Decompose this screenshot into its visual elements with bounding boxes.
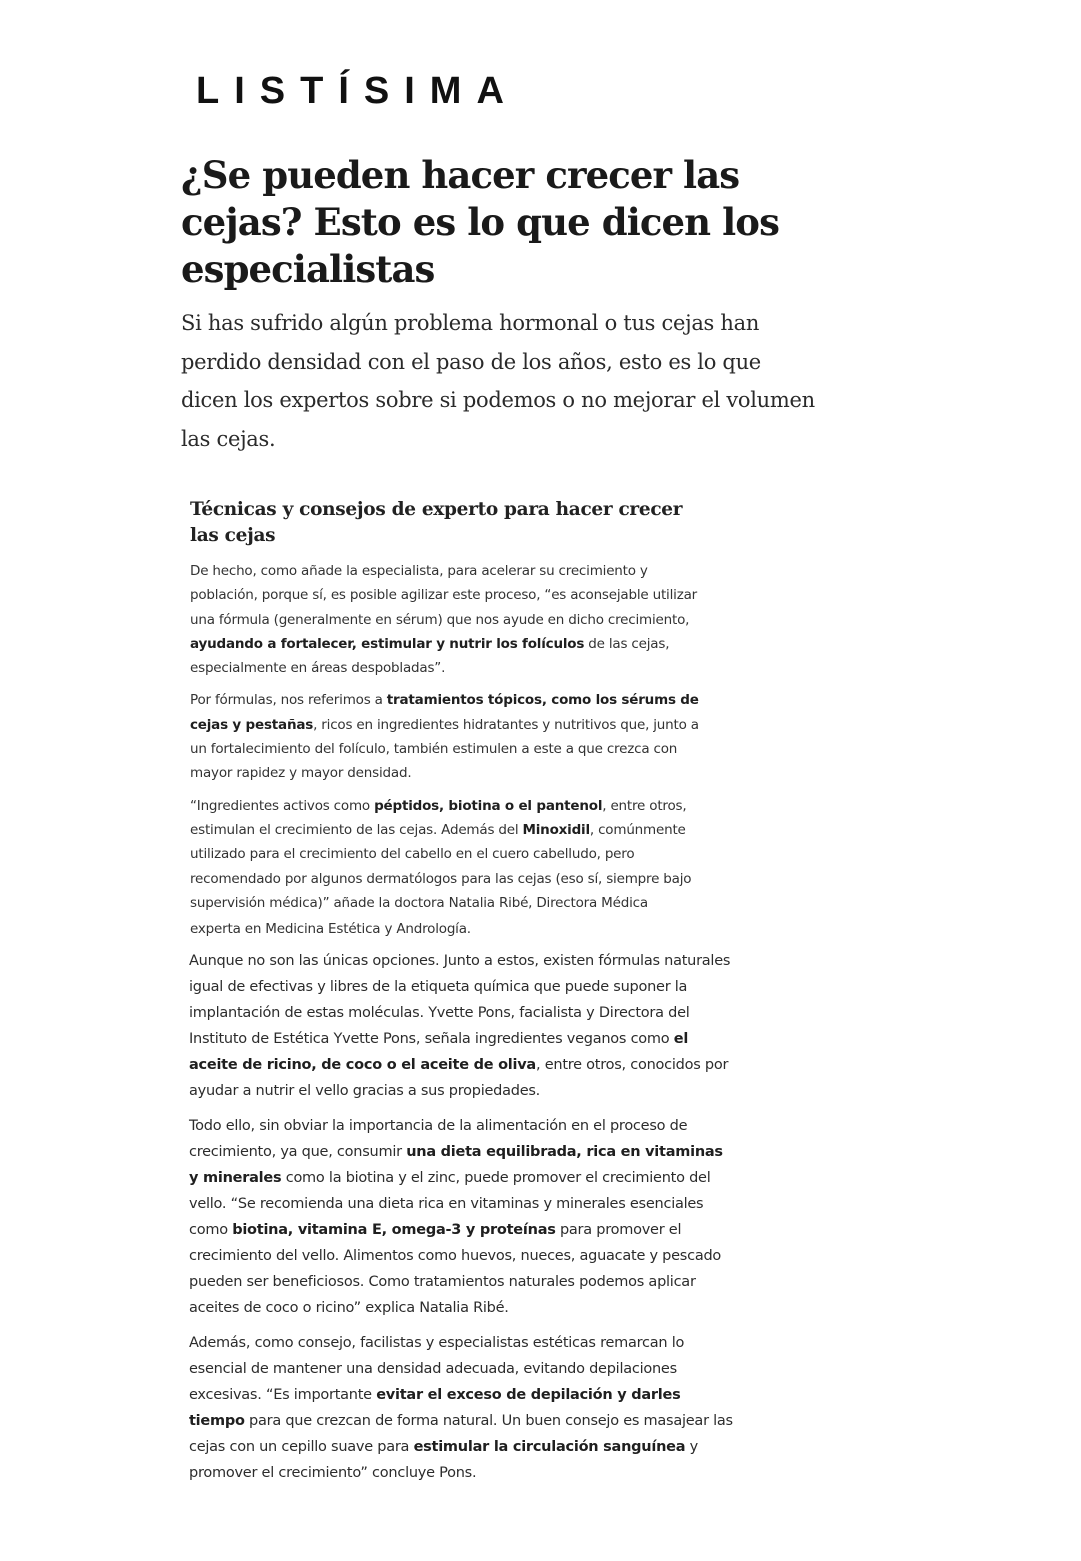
body-paragraph-2	[189, 1113, 734, 1321]
text-run: y promover el crecimiento” concluye Pons.	[189, 1439, 698, 1481]
bold-text: ayudando a fortalecer, estimular y nutrir los folículos	[190, 635, 585, 652]
bold-text: péptidos, biotina o el pantenol	[374, 797, 603, 814]
clipping-paragraph-1	[190, 559, 710, 680]
quoted-article-clipping	[190, 497, 710, 911]
bold-text: tratamientos tópicos, como los sérums de cejas y pestañas	[190, 692, 699, 733]
clipping-continuation: experta en Medicina Estética y Andrología.	[190, 921, 471, 937]
bold-text: evitar el exceso de depilación y darles tiempo	[189, 1387, 681, 1429]
text-run: , comúnmente utilizado para el crecimiento del cabello en el cuero cabelludo, pero recomendado por algunos dermatólogos para las cejas (eso sí, siempre bajo supervisión médica)” añade la doctora Natalia Ribé, Directora Médica	[190, 821, 692, 911]
article-body	[189, 948, 734, 1495]
text-run: Todo ello, sin obviar la importancia de la alimentación en el proceso de crecimiento, ya que, consumir	[189, 1118, 688, 1160]
brand-logo: LISTÍSIMA	[196, 70, 519, 112]
text-run: Por fórmulas, nos referimos a	[190, 692, 387, 709]
bold-text: el aceite de ricino, de coco o el aceite de oliva	[189, 1031, 689, 1073]
text-run: Aunque no son las únicas opciones. Junto a estos, existen fórmulas naturales igual de efectivas y libres de la etiqueta química que puede suponer la implantación de estas moléculas. Yvette Pons, facialista y Directora del Instituto de Estética Yvette Pons, señala ingredientes veganos como	[189, 953, 731, 1047]
text-run: “Ingredientes activos como	[190, 797, 375, 814]
article-title: ¿Se pueden hacer crecer las cejas? Esto es lo que dicen los especialistas	[181, 153, 780, 291]
bold-text: Minoxidil	[522, 821, 590, 838]
text-run: Además, como consejo, facilistas y especialistas estéticas remarcan lo esencial de mantener una densidad adecuada, evitando depilaciones excesivas. “Es importante	[189, 1335, 685, 1403]
text-run: , entre otros, estimulan el crecimiento de las cejas. Además del	[190, 797, 687, 838]
text-run: , ricos en ingredientes hidratantes y nutritivos que, junto a un fortalecimiento del folículo, también estimulen a este a que crezca con mayor rapidez y mayor densidad.	[190, 716, 699, 782]
text-run: De hecho, como añade la especialista, para acelerar su crecimiento y población, porque sí, es posible agilizar este proceso, “es aconsejable utilizar una fórmula (generalmente en sérum) que nos ayude en dicho crecimiento,	[190, 563, 698, 628]
bold-text: una dieta equilibrada, rica en vitaminas y minerales	[189, 1144, 723, 1186]
clipping-paragraph-3	[190, 794, 710, 911]
body-paragraph-1	[189, 948, 734, 1104]
body-paragraph-3	[189, 1330, 734, 1486]
text-run: para promover el crecimiento del vello. Alimentos como huevos, nueces, aguacate y pescado pueden ser beneficiosos. Como tratamientos naturales podemos aplicar aceites de coco o ricino” explica Natalia Ribé.	[189, 1222, 722, 1316]
bold-text: estimular la circulación sanguínea	[413, 1439, 686, 1455]
text-run: , entre otros, conocidos por ayudar a nutrir el vello gracias a sus propiedades.	[189, 1057, 729, 1099]
text-run: como la biotina y el zinc, puede promover el crecimiento del vello. “Se recomienda una dieta rica en vitaminas y minerales esenciales como	[189, 1170, 711, 1238]
article-subtitle: Si has sufrido algún problema hormonal o tus cejas han perdido densidad con el paso de los años, esto es lo que dicen los expertos sobre si podemos o no mejorar el volumen las cejas.	[181, 311, 815, 451]
text-run: para que crezcan de forma natural. Un buen consejo es masajear las cejas con un cepillo suave para	[189, 1413, 733, 1455]
clipping-paragraph-2	[190, 688, 710, 785]
bold-text: biotina, vitamina E, omega-3 y proteínas	[232, 1222, 556, 1238]
text-run: de las cejas, especialmente en áreas despobladas”.	[190, 635, 670, 677]
clipping-heading: Técnicas y consejos de experto para hacer crecer las cejas	[190, 499, 683, 546]
